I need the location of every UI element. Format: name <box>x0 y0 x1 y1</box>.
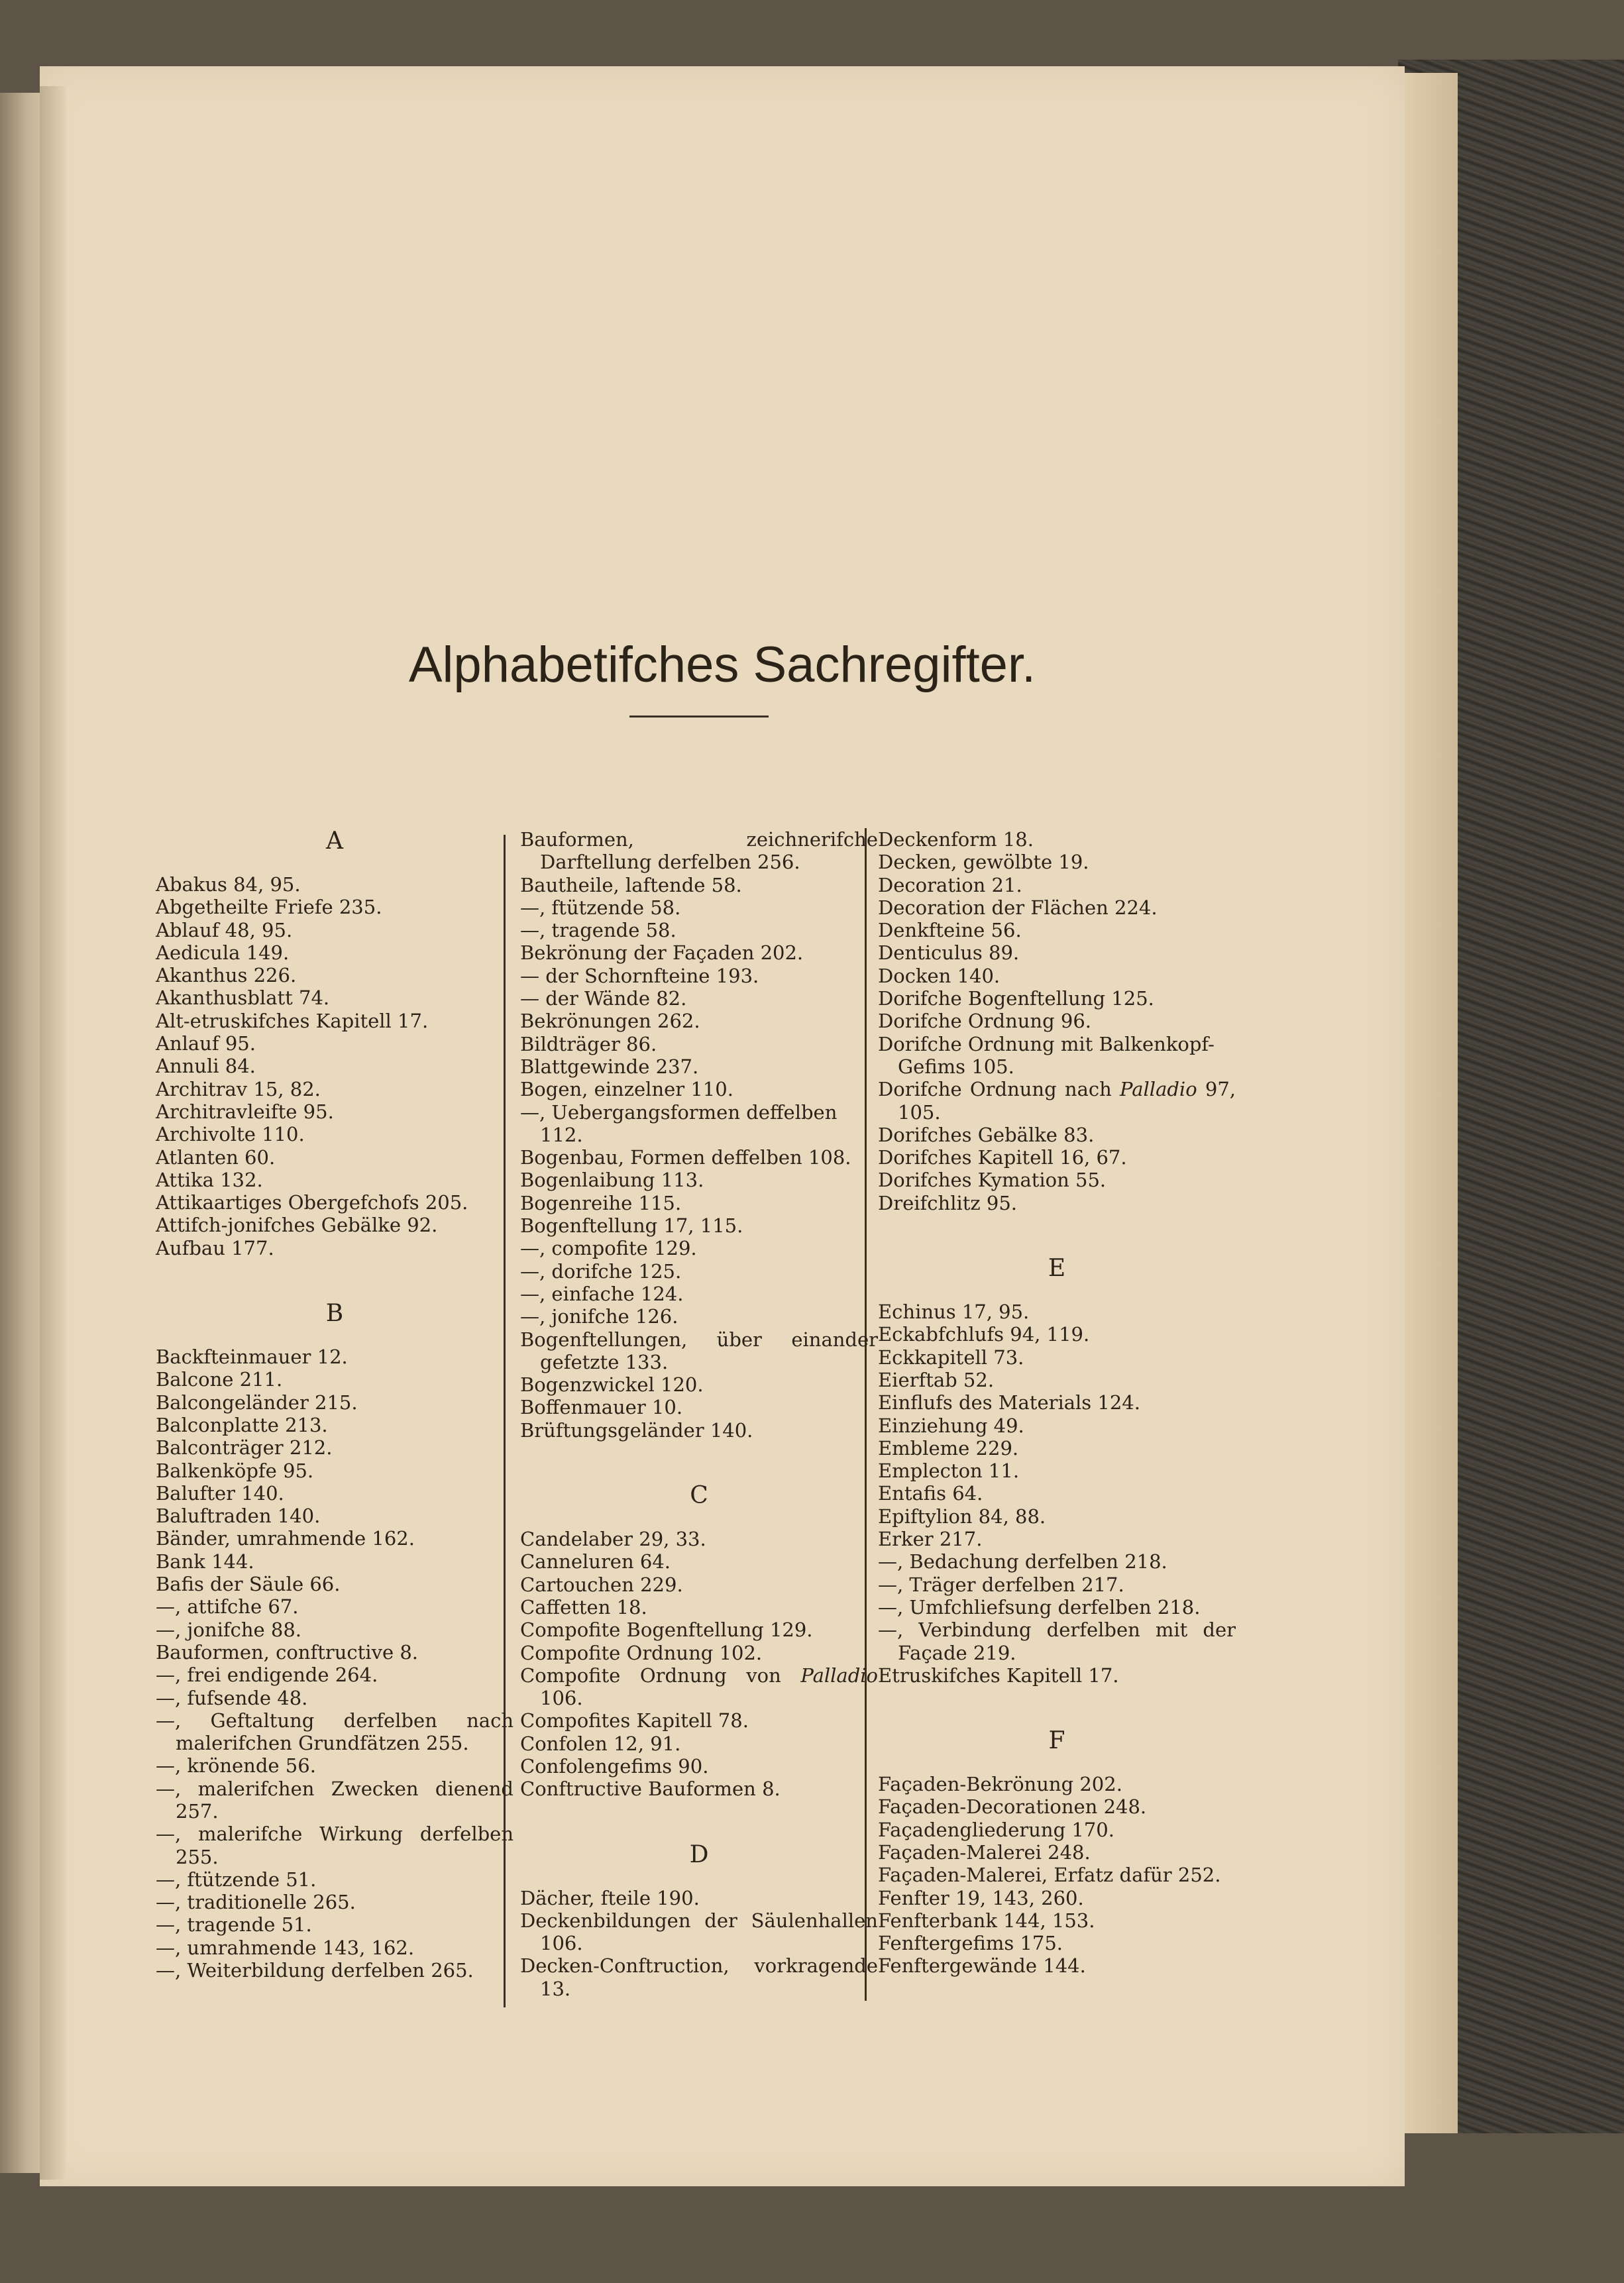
section-letter: B <box>325 1300 344 1328</box>
index-entry: Akanthusblatt 74. <box>156 986 330 1010</box>
index-entry: — der Wände 82. <box>520 987 687 1010</box>
index-entry: —, fufsende 48. <box>156 1686 308 1709</box>
index-entry: —, malerifchen Zwecken dienend 257. <box>156 1777 514 1823</box>
index-entry: Balconplatte 213. <box>156 1413 328 1436</box>
index-entry: Etruskifches Kapitell 17. <box>878 1664 1119 1687</box>
index-entry: Dorifches Kapitell 16, 67. <box>878 1146 1127 1169</box>
index-entry: Bogenreihe 115. <box>520 1191 682 1214</box>
index-entry: Façaden-Malerei, Erfatz dafür 252. <box>878 1864 1221 1887</box>
index-entry: Bogen, einzelner 110. <box>520 1078 733 1101</box>
index-entry: Decoration 21. <box>878 873 1022 896</box>
index-entry: Façadengliederung 170. <box>878 1818 1114 1841</box>
index-entry: Bautheile, laftende 58. <box>520 873 742 896</box>
index-entry: Bogenftellung 17, 115. <box>520 1214 743 1238</box>
index-entry: Balcongeländer 215. <box>156 1391 358 1414</box>
index-entry: Bogenftellungen, über einander gefetzte 133. <box>520 1328 878 1373</box>
index-entry: Attifch-jonifches Gebälke 92. <box>156 1214 438 1237</box>
index-entry: Einziehung 49. <box>878 1414 1024 1437</box>
index-entry: Fenftergefims 175. <box>878 1932 1063 1955</box>
index-entry: —, umrahmende 143, 162. <box>156 1936 415 1959</box>
index-entry: Bafis der Säule 66. <box>156 1573 341 1596</box>
index-entry: Deckenbildungen der Säulenhallen 106. <box>520 1909 878 1955</box>
index-entry: Bauformen, zeichnerifche Darftellung derfelben 256. <box>520 828 878 874</box>
index-entry: Bogenzwickel 120. <box>520 1373 704 1397</box>
index-entry: Boffenmauer 10. <box>520 1396 683 1419</box>
index-entry: Architravleifte 95. <box>156 1100 334 1123</box>
index-entry: —, malerifche Wirkung derfelben 255. <box>156 1823 514 1868</box>
index-entry: Dorifche Ordnung mit Balkenkopf-Gefims 105. <box>878 1032 1215 1078</box>
index-entry: Bank 144. <box>156 1550 254 1573</box>
index-entry: Brüftungsgeländer 140. <box>520 1418 753 1442</box>
index-entry: —, Weiterbildung derfelben 265. <box>156 1959 474 1982</box>
index-entry: Bogenlaibung 113. <box>520 1169 704 1192</box>
section-letter: E <box>1048 1255 1066 1283</box>
index-entry: Compofites Kapitell 78. <box>520 1709 749 1732</box>
index-entry: Abgetheilte Friefe 235. <box>156 896 382 919</box>
index-entry: Caffetten 18. <box>520 1595 647 1619</box>
index-entry: —, Verbindung derfelben mit der Façade 219. <box>878 1619 1236 1664</box>
index-entry: — der Schornfteine 193. <box>520 964 759 987</box>
index-entry: Canneluren 64. <box>520 1550 671 1573</box>
index-entry: Atlanten 60. <box>156 1145 276 1169</box>
index-column-2 <box>520 828 878 2000</box>
index-entry: Attikaartiges Obergefchofs 205. <box>156 1191 468 1214</box>
index-entry: Dorifche Bogenftellung 125. <box>878 987 1154 1010</box>
index-entry: Fenfter 19, 143, 260. <box>878 1886 1084 1909</box>
index-entry: Ablauf 48, 95. <box>156 918 293 941</box>
index-entry: Annuli 84. <box>156 1055 256 1078</box>
index-entry: Anlauf 95. <box>156 1032 256 1055</box>
index-entry: Abakus 84, 95. <box>156 873 301 896</box>
index-column-1 <box>156 828 514 1982</box>
index-entry: —, frei endigende 264. <box>156 1664 378 1687</box>
index-entry: Aedicula 149. <box>156 941 290 964</box>
index-entry: Fenftergewände 144. <box>878 1954 1086 1978</box>
index-entry: Eckkapitell 73. <box>878 1346 1024 1369</box>
index-entry: Attika 132. <box>156 1168 263 1191</box>
index-entry: Echinus 17, 95. <box>878 1301 1030 1324</box>
index-entry: Candelaber 29, 33. <box>520 1528 706 1551</box>
index-entry: Bänder, umrahmende 162. <box>156 1527 415 1550</box>
index-entry: Embleme 229. <box>878 1436 1019 1460</box>
index-entry: Balcone 211. <box>156 1368 283 1391</box>
index-entry: Architrav 15, 82. <box>156 1077 321 1100</box>
index-entry: —, jonifche 126. <box>520 1305 678 1328</box>
index-entry: Bekrönungen 262. <box>520 1010 700 1033</box>
index-entry: Decoration der Flächen 224. <box>878 896 1158 919</box>
index-entry: Entafis 64. <box>878 1482 983 1505</box>
index-entry: Compofite Bogenftellung 129. <box>520 1619 813 1642</box>
index-entry: Decken-Conftruction, vorkragende 13. <box>520 1954 878 2000</box>
index-entry: —, compofite 129. <box>520 1237 697 1260</box>
index-entry: Eckabfchlufs 94, 119. <box>878 1323 1090 1346</box>
index-entry: Decken, gewölbte 19. <box>878 851 1089 874</box>
index-entry: Emplecton 11. <box>878 1460 1020 1483</box>
index-entry: Dorifches Kymation 55. <box>878 1169 1107 1192</box>
gutter <box>40 86 66 2180</box>
index-entry: —, jonifche 88. <box>156 1618 301 1641</box>
index-entry: Cartouchen 229. <box>520 1573 683 1596</box>
index-entry: —, Träger derfelben 217. <box>878 1573 1124 1596</box>
index-entry: Dorifche Ordnung 96. <box>878 1010 1092 1033</box>
index-entry: Eierftab 52. <box>878 1368 995 1391</box>
index-entry: Dorifche Ordnung nach Palladio 97, 105. <box>878 1078 1236 1124</box>
index-entry: Bauformen, conftructive 8. <box>156 1640 419 1664</box>
index-entry: Baluftraden 140. <box>156 1505 321 1528</box>
index-entry: —, einfache 124. <box>520 1282 684 1305</box>
index-entry: Blattgewinde 237. <box>520 1055 699 1078</box>
index-entry: —, Bedachung derfelben 218. <box>878 1550 1167 1573</box>
index-entry: Confolen 12, 91. <box>520 1732 681 1755</box>
index-entry: —, Uebergangsformen deffelben 112. <box>520 1100 838 1146</box>
index-entry: —, tragende 58. <box>520 919 677 942</box>
index-entry: Erker 217. <box>878 1528 983 1551</box>
index-entry: Aufbau 177. <box>156 1236 274 1259</box>
index-entry: Archivolte 110. <box>156 1123 305 1146</box>
index-entry: —, ftützende 58. <box>520 896 681 919</box>
index-entry: Confolengefims 90. <box>520 1754 709 1778</box>
index-entry: Backfteinmauer 12. <box>156 1346 348 1369</box>
index-entry: Epiftylion 84, 88. <box>878 1505 1046 1528</box>
index-entry: Bekrönung der Façaden 202. <box>520 941 804 965</box>
index-entry: —, Geftaltung derfelben nach malerifchen Grundfätzen 255. <box>156 1709 514 1755</box>
index-entry: Alt-etruskifches Kapitell 17. <box>156 1009 429 1032</box>
index-entry: Deckenform 18. <box>878 828 1034 851</box>
index-entry: Balufter 140. <box>156 1481 284 1505</box>
index-entry: Akanthus 226. <box>156 964 297 987</box>
index-entry: Dächer, fteile 190. <box>520 1886 700 1909</box>
index-entry: Docken 140. <box>878 964 1001 987</box>
section-letter: D <box>689 1840 709 1868</box>
index-entry: Compofite Ordnung von Palladio 106. <box>520 1664 878 1710</box>
title-rule <box>629 716 769 717</box>
index-entry: Bildträger 86. <box>520 1032 657 1055</box>
index-entry: Einflufs des Materials 124. <box>878 1391 1140 1414</box>
index-entry: Denkfteine 56. <box>878 919 1022 942</box>
index-entry: Dreifchlitz 95. <box>878 1191 1018 1214</box>
index-entry: —, dorifche 125. <box>520 1259 682 1283</box>
index-entry: Façaden-Malerei 248. <box>878 1840 1091 1864</box>
section-letter: F <box>1048 1727 1065 1755</box>
index-entry: —, krönende 56. <box>156 1754 316 1778</box>
index-entry: Dorifches Gebälke 83. <box>878 1123 1095 1146</box>
index-entry: Conftructive Bauformen 8. <box>520 1778 781 1801</box>
section-letter: A <box>326 827 343 855</box>
index-entry: Balkenköpfe 95. <box>156 1459 314 1482</box>
index-entry: Bogenbau, Formen deffelben 108. <box>520 1146 851 1169</box>
index-column-3 <box>878 828 1236 1978</box>
section-letter: C <box>690 1482 708 1510</box>
index-entry: Compofite Ordnung 102. <box>520 1641 763 1664</box>
page <box>40 66 1405 2186</box>
index-entry: Denticulus 89. <box>878 941 1020 965</box>
index-entry: —, Umfchliefsung derfelben 218. <box>878 1595 1201 1619</box>
index-entry: —, tragende 51. <box>156 1913 312 1937</box>
index-entry: Fenfterbank 144, 153. <box>878 1909 1095 1932</box>
page-title: Alphabetifches Sachregifter. <box>408 637 1036 693</box>
index-entry: —, attifche 67. <box>156 1595 299 1619</box>
index-entry: —, traditionelle 265. <box>156 1891 356 1914</box>
index-entry: Façaden-Decorationen 248. <box>878 1795 1147 1819</box>
index-entry: Balconträger 212. <box>156 1436 333 1460</box>
index-entry: Façaden-Bekrönung 202. <box>878 1773 1122 1796</box>
index-entry: —, ftützende 51. <box>156 1868 317 1891</box>
